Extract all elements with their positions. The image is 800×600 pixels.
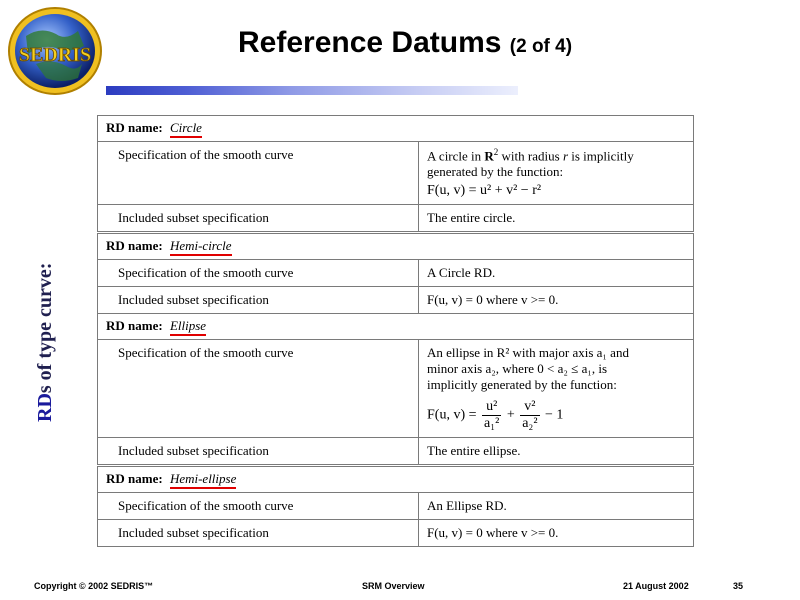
subset-label: Included subset specification (98, 205, 419, 233)
spec-ellipse-line1: An ellipse in R² with major axis a₁ and (427, 345, 629, 361)
footer-date: 21 August 2002 (623, 581, 689, 591)
spec-label: Specification of the smooth curve (98, 142, 419, 205)
rd-name-row-circle (98, 116, 694, 142)
formula-ellipse: F(u, v) = $\frac{\text{u²}}{\text{a₁²}}$ + $\frac{\text{v²}}{\text{a₂²}}$ − 1 (427, 399, 564, 432)
footer-center: SRM Overview (362, 581, 425, 591)
spec-label: Specification of the smooth curve (98, 260, 419, 287)
footer-page-number: 35 (733, 581, 744, 591)
subset-hemi-circle: F(u, v) = 0 where v >= 0. (419, 287, 694, 314)
footer-copyright: Copyright © 2002 SEDRIS™ (34, 581, 154, 591)
rd-name-ellipse: Ellipse (170, 318, 206, 336)
spec-row-ellipse (98, 340, 694, 438)
spec-circle-text: A circle in $R^2$ with radius r is implicitly generated by the function: (427, 147, 634, 180)
rd-table (97, 115, 694, 547)
title-gradient-bar (106, 86, 518, 95)
subset-label: Included subset specification (98, 287, 419, 314)
page-title (238, 26, 572, 60)
subset-row-hemi-circle (98, 287, 694, 314)
sedris-logo (6, 6, 104, 96)
rd-name-label: RD name: (106, 120, 163, 135)
rd-name-label: RD name: (106, 238, 163, 254)
side-label (34, 202, 57, 422)
spec-ellipse-line3: implicitly generated by the function: (427, 377, 617, 393)
rd-name-label: RD name: (106, 318, 163, 334)
spec-hemi-circle: A Circle RD. (419, 260, 694, 287)
side-label-rest: s of type curve: (34, 262, 56, 394)
rd-name-row-ellipse (98, 314, 694, 340)
title-text: Reference Datums (238, 26, 502, 59)
fraction-v: $\frac{\text{v²}}{\text{a₂²}}$ (522, 399, 538, 432)
spec-row-hemi-ellipse (98, 493, 694, 520)
spec-row-hemi-circle (98, 260, 694, 287)
subset-row-hemi-ellipse (98, 520, 694, 547)
rd-name-cell (98, 233, 694, 260)
subset-label: Included subset specification (98, 438, 419, 466)
formula-circle: F(u, v) = u² + v² − r² (427, 183, 542, 199)
title-subtitle: (2 of 4) (509, 36, 573, 57)
rd-name-hemi-circle: Hemi-circle (170, 238, 232, 256)
subset-row-ellipse (98, 438, 694, 466)
rd-name-hemi-ellipse: Hemi-ellipse (170, 471, 236, 489)
spec-ellipse (419, 340, 694, 438)
rd-name-circle: Circle (170, 120, 202, 138)
spec-circle (419, 142, 694, 205)
spec-hemi-ellipse: An Ellipse RD. (419, 493, 694, 520)
logo-text: SEDRIS (18, 44, 92, 66)
rd-name-row-hemi-circle (98, 233, 694, 260)
subset-row-circle (98, 205, 694, 233)
spec-label: Specification of the smooth curve (98, 340, 419, 438)
spec-label: Specification of the smooth curve (98, 493, 419, 520)
fraction-u: $\frac{\text{u²}}{\text{a₁²}}$ (484, 399, 500, 432)
subset-ellipse: The entire ellipse. (419, 438, 694, 466)
rd-name-cell (98, 116, 694, 142)
spec-ellipse-line2: minor axis a₂, where 0 < a₂ ≤ a₁, is (427, 361, 608, 377)
rd-name-row-hemi-ellipse (98, 466, 694, 493)
subset-hemi-ellipse: F(u, v) = 0 where v >= 0. (419, 520, 694, 547)
subset-label: Included subset specification (98, 520, 419, 547)
subset-circle: The entire circle. (419, 205, 694, 233)
rd-name-label: RD name: (106, 471, 163, 487)
rd-name-cell (98, 466, 694, 493)
spec-row-circle (98, 142, 694, 205)
rd-name-cell (98, 314, 694, 340)
side-label-prefix: RD (34, 393, 56, 422)
